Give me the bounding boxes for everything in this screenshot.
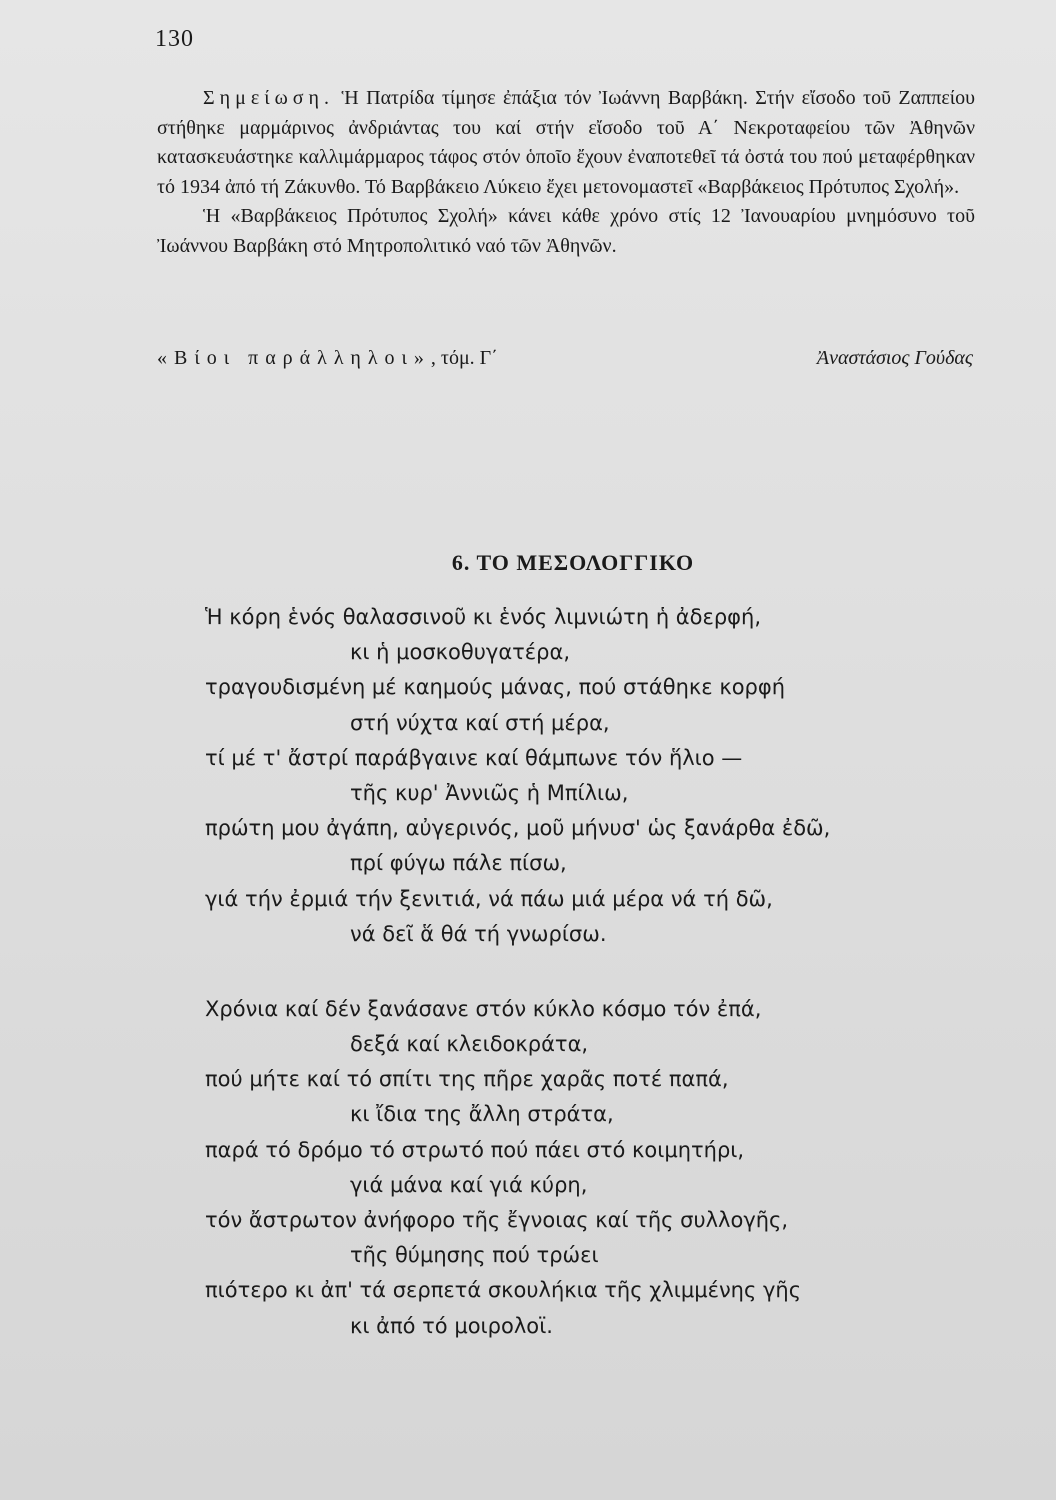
- footnote-text-1: Ἡ Πατρίδα τίμησε ἐπάξια τόν Ἰωάννη Βαρβάκη. Στήν εἴσοδο τοῦ Ζαππείου στήθηκε μαρμάρινος ἀνδριάντας του καί στήν εἴσοδο τοῦ Α΄ Νεκροταφείου τῶν Ἀθηνῶν κατασκευάστηκε καλλιμάρμαρος τάφος στόν ὁποῖο ἔχουν ἐναποτεθεῖ τά ὀστά του πού μεταφέρθηκαν τό 1934 ἀπό τή Ζάκυνθο. Τό Βαρβάκειο Λύκειο ἔχει μετονομαστεῖ «Βαρβάκειος Πρότυπος Σχολή».: [157, 87, 976, 198]
- poem-line: κι ἴδια της ἄλλη στράτα,: [350, 1102, 614, 1127]
- footnote-label: Σημείωση.: [203, 87, 335, 109]
- source-title: «Βίοι παράλληλοι»: [157, 347, 431, 369]
- stanza-gap: [205, 952, 985, 992]
- poem-line: κι ἀπό τό μοιρολοϊ.: [350, 1313, 553, 1338]
- poem-line: τῆς θύμησης πού τρώει: [350, 1243, 599, 1268]
- footnote-block: [157, 84, 975, 261]
- poem-line: τί μέ τ' ἄστρί παράβγαινε καί θάμπωνε τόν ἥλιο —: [205, 745, 743, 770]
- poem-line: γιά τήν ἐρμιά τήν ξενιτιά, νά πάω μιά μέρα νά τή δῶ,: [205, 886, 773, 911]
- section-title: 6. ΤΟ ΜΕΣΟΛΟΓΓΙΚΟ: [451, 550, 695, 575]
- source-author: Ἀναστάσιος Γούδας: [816, 347, 973, 369]
- footnote-paragraph-2: Ἡ «Βαρβάκειος Πρότυπος Σχολή» κάνει κάθε χρόνο στίς 12 Ἰανουαρίου μνημόσυνο τοῦ Ἰωάννου Βαρβάκη στό Μητροπολιτικό ναό τῶν Ἀθηνῶν.: [157, 205, 975, 257]
- poem: [205, 600, 985, 1344]
- poem-line: γιά μάνα καί γιά κύρη,: [350, 1172, 588, 1197]
- poem-line: πρώτη μου ἀγάπη, αὐγερινός, μοῦ μήνυσ' ὡς ξανάρθα ἐδῶ,: [205, 816, 831, 841]
- poem-line: πρί φύγω πάλε πίσω,: [350, 851, 567, 876]
- poem-line: πού μήτε καί τό σπίτι της πῆρε χαρᾶς ποτέ παπά,: [205, 1067, 729, 1092]
- poem-line: πιότερο κι ἀπ' τά σερπετά σκουλήκια τῆς χλιμμένης γῆς: [205, 1278, 802, 1303]
- source-citation: [157, 347, 975, 370]
- page-number: 130: [155, 26, 194, 52]
- poem-line: τόν ἄστρωτον ἀνήφορο τῆς ἔγνοιας καί τῆς συλλογῆς,: [205, 1208, 789, 1232]
- poem-line: παρά τό δρόμο τό στρωτό πού πάει στό κοιμητήρι,: [205, 1137, 745, 1162]
- footnote-paragraph-1: [157, 84, 975, 202]
- poem-line: δεξά καί κλειδοκράτα,: [350, 1032, 589, 1057]
- poem-stanza-2: [205, 992, 985, 1344]
- poem-line: Ἡ κόρη ἑνός θαλασσινοῦ κι ἑνός λιμνιώτη ἡ ἀδερφή,: [205, 605, 762, 629]
- poem-stanza-1: [205, 600, 985, 952]
- source-volume: , τόμ. Γ΄: [430, 347, 498, 369]
- poem-line: τραγουδισμένη μέ καημούς μάνας, πού στάθηκε κορφή: [205, 675, 786, 700]
- poem-line: στή νύχτα καί στή μέρα,: [350, 710, 610, 735]
- poem-line: τῆς κυρ' Ἀννιῶς ἡ Μπίλιω,: [350, 780, 629, 805]
- poem-line: Χρόνια καί δέν ξανάσανε στόν κύκλο κόσμο τόν ἐπά,: [205, 996, 762, 1021]
- poem-line: κι ἡ μοσκοθυγατέρα,: [350, 640, 570, 665]
- poem-line: νά δεῖ ἅ θά τή γνωρίσω.: [350, 921, 607, 946]
